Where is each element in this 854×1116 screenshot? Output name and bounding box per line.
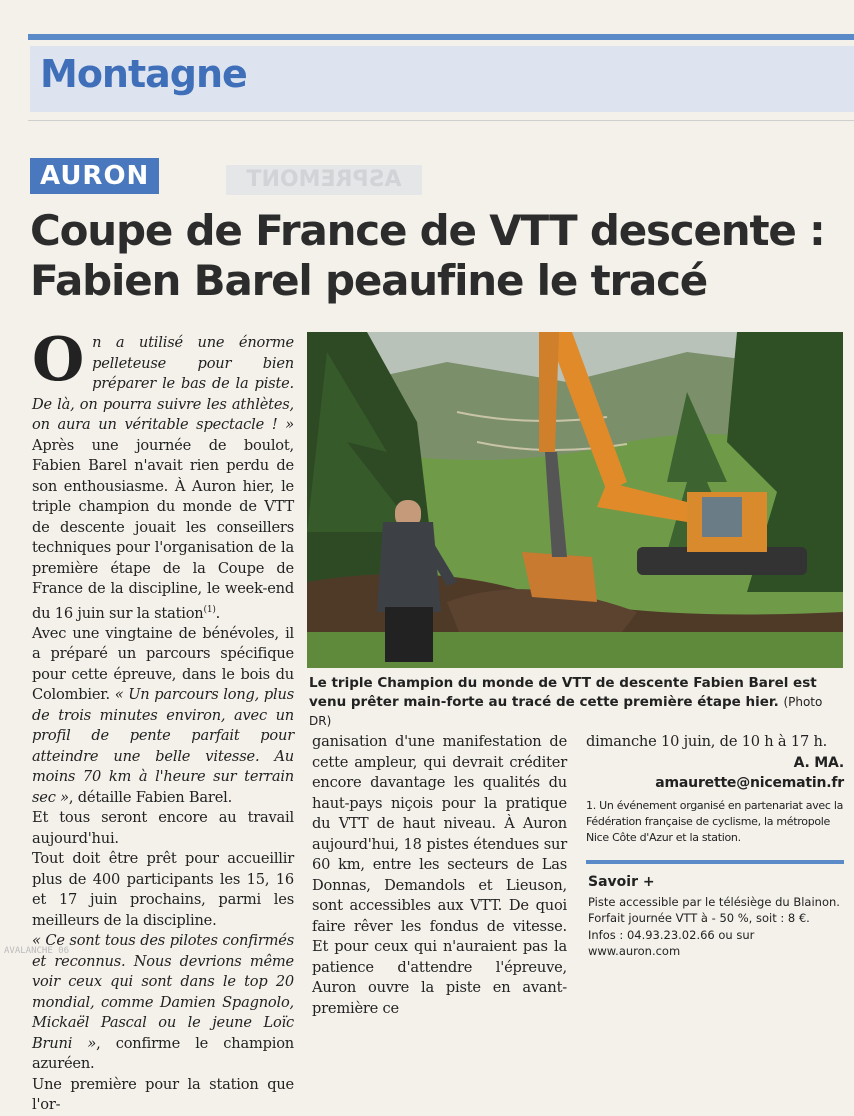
paragraph (32, 325, 294, 624)
headline (30, 206, 850, 306)
footnote-ref: (1) (203, 604, 216, 615)
savoir-plus-box (588, 874, 846, 960)
section-title: Montagne (40, 52, 247, 96)
savoir-title: Savoir + (588, 874, 655, 890)
body-text: Après une journée de boulot, Fabien Barel n'avait rien perdu de son enthousiasme. À Auron hier, le triple champion du monde de VTT de descente jouait les conseillers techniques pour l'organisation de la première étape de la Coupe de France de la discipline, le week-end du 16 juin sur la station (32, 436, 294, 622)
paragraph (32, 624, 294, 809)
article-column-1 (32, 325, 294, 1116)
savoir-line: Forfait journée VTT à - 50 %, soit : 8 €. (588, 911, 810, 925)
paragraph: dimanche 10 juin, de 10 h à 17 h. (586, 733, 828, 750)
print-tag: AVALANCHE 06 (4, 946, 70, 956)
body-text: , détaille Fabien Barel. (68, 788, 233, 806)
author-initials: A. MA. (793, 754, 844, 771)
savoir-line: Infos : 04.93.23.02.66 ou sur www.auron.com (588, 927, 755, 958)
show-through-text: ASPREMONT (226, 165, 422, 195)
body-text: , confirme le champion azuréen. (32, 1034, 294, 1073)
savoir-line: Piste accessible par le télésiège du Blainon. (588, 894, 840, 909)
footnote: 1. Un événement organisé en partenariat avec la Fédération française de cyclisme, la métropole Nice Côte d'Azur et la station. (586, 798, 844, 844)
paragraph (32, 931, 294, 1075)
paragraph: Tout doit être prêt pour accueillir plus de 400 participants les 15, 16 et 17 juin prochains, parmi les meilleurs de la discipline. (32, 850, 294, 929)
headline-line-1: Coupe de France de VTT descente : (30, 206, 825, 255)
location-kicker: AURON (30, 158, 159, 194)
author-email[interactable]: amaurette@nicematin.fr (655, 775, 844, 791)
photo-credit: (Photo DR) (309, 695, 823, 728)
paragraph: Une première pour la station que l'or- (32, 1075, 294, 1114)
section-header (30, 46, 854, 112)
photo-illustration (307, 332, 843, 668)
headline-line-2: Fabien Barel peaufine le tracé (30, 256, 708, 305)
top-accent-bar (28, 34, 854, 40)
article-photo (307, 332, 843, 668)
body-text: Avec une vingtaine de bénévoles, il a préparé un parcours spécifique pour cette épreuve, dans le bois du Colombier. (32, 624, 294, 704)
quote-text: « Ce sont tous des pilotes confirmés et reconnus. Nous devrions même voir ceux qui sont dans le top 20 mondial, comme Damien Spagnolo, Mickaël Pascal ou le jeune Loïc Bruni » (32, 932, 294, 1052)
drop-cap: O (32, 325, 85, 395)
article-column-3 (586, 732, 844, 846)
article-column-2 (312, 732, 567, 1019)
paragraph: Et tous seront encore au travail aujourd'hui. (32, 809, 294, 847)
paragraph: ganisation d'une manifestation de cette ampleur, qui devrait créditer encore davantage les qualités du haut-pays niçois pour la pratique du VTT de haut niveau. À Auron aujourd'hui, 18 pistes étendues sur 60 km, entre les secteurs de Las Donnas, Demandols et Lieuson, sont accessibles aux VTT. De quoi faire rêver les fondus de vitesse. Et pour ceux qui n'auraient pas la patience d'attendre l'épreuve, Auron ouvre la piste en avant-première ce (312, 733, 567, 1017)
caption-text: Le triple Champion du monde de VTT de descente Fabien Barel est venu prêter main-forte au tracé de cette première étape hier. (309, 675, 817, 710)
punctuation: . (215, 604, 221, 622)
savoir-accent-bar (586, 860, 844, 864)
quote-text: « Un parcours long, plus de trois minutes environ, avec un profil de pente parfait pour atteindre une belle vitesse. Au moins 70 km à l'heure sur terrain sec » (32, 686, 294, 806)
quote-text: n a utilisé une énorme pelleteuse pour bien préparer le bas de la piste. De là, on pourra suivre les athlètes, on aura un véritable spectacle ! » (32, 334, 294, 433)
divider (28, 120, 854, 121)
photo-caption (309, 674, 845, 731)
